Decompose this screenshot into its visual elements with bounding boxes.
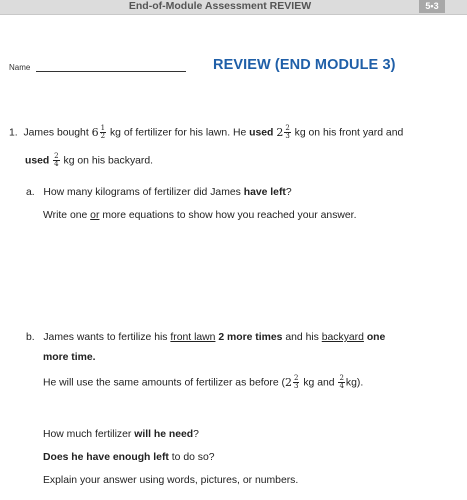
question-text: James bought bbox=[23, 127, 89, 139]
fraction-backyard: $\frac{2}{4}$ bbox=[54, 152, 59, 168]
fraction: $\frac{2}{3}$ bbox=[285, 124, 290, 140]
name-field[interactable] bbox=[36, 71, 186, 72]
part-a-instruction: Write one or more equations to show how you reached your answer. bbox=[43, 210, 357, 221]
emphasis-enough-left: Does he have enough left bbox=[43, 452, 169, 463]
header-bar bbox=[0, 0, 467, 15]
question-text: kg on his front yard and bbox=[294, 127, 404, 139]
emphasis-used: used bbox=[249, 127, 274, 139]
fraction: $\frac{2}{3}$ bbox=[293, 374, 299, 390]
fraction-backyard: $\frac{2}{4}$ bbox=[339, 374, 344, 391]
part-a-question: a. How many kilograms of fertilizer did James have left? bbox=[26, 187, 292, 198]
emphasis-front-lawn: front lawn bbox=[170, 332, 216, 343]
emphasis-backyard: backyard bbox=[321, 332, 364, 343]
question-text: kg on his backyard. bbox=[63, 155, 154, 167]
part-b-question-need: How much fertilizer will he need? bbox=[43, 429, 199, 440]
mixed-number-front-yard: 2 $\frac{2}{3}$ bbox=[276, 124, 290, 140]
module-badge: 5•3 bbox=[419, 0, 445, 13]
part-label: a. bbox=[26, 187, 35, 198]
question-text: kg of fertilizer for his lawn. He bbox=[109, 127, 247, 139]
emphasis-one: one bbox=[366, 332, 386, 343]
emphasis-will-he-need: will he need bbox=[134, 429, 194, 440]
mixed-number-front-yard: 2 $\frac{2}{3}$ bbox=[284, 374, 299, 390]
question-1-line-1 bbox=[9, 125, 403, 141]
name-label: Name bbox=[9, 63, 31, 72]
emphasis-more-times: 2 more times bbox=[218, 332, 283, 343]
part-b-explain: Explain your answer using words, pictures, or numbers. bbox=[43, 475, 299, 486]
part-b-line-2: more time. bbox=[43, 352, 96, 363]
mixed-number-bought: 6 $\frac{1}{2}$ bbox=[91, 124, 106, 140]
part-b-question-enough: Does he have enough left to do so? bbox=[43, 452, 215, 463]
emphasis-used: used bbox=[25, 155, 50, 167]
part-b-line-1: b. James wants to fertilize his front lawn 2 more times and his backyard one bbox=[26, 332, 386, 343]
header-title: End-of-Module Assessment REVIEW bbox=[128, 0, 312, 12]
question-number: 1. bbox=[9, 127, 18, 139]
emphasis-have-left: have left bbox=[243, 187, 286, 198]
part-b-line-3: He will use the same amounts of fertilizer as before ( 2 $\frac{2}{3}$ kg and $\frac{2}{4}$ kg). bbox=[43, 374, 364, 391]
part-label: b. bbox=[26, 332, 35, 343]
page-title: REVIEW (END MODULE 3) bbox=[213, 57, 396, 73]
question-1-line-2 bbox=[25, 153, 153, 168]
fraction: $\frac{1}{2}$ bbox=[100, 124, 106, 140]
emphasis-or: or bbox=[90, 210, 100, 221]
